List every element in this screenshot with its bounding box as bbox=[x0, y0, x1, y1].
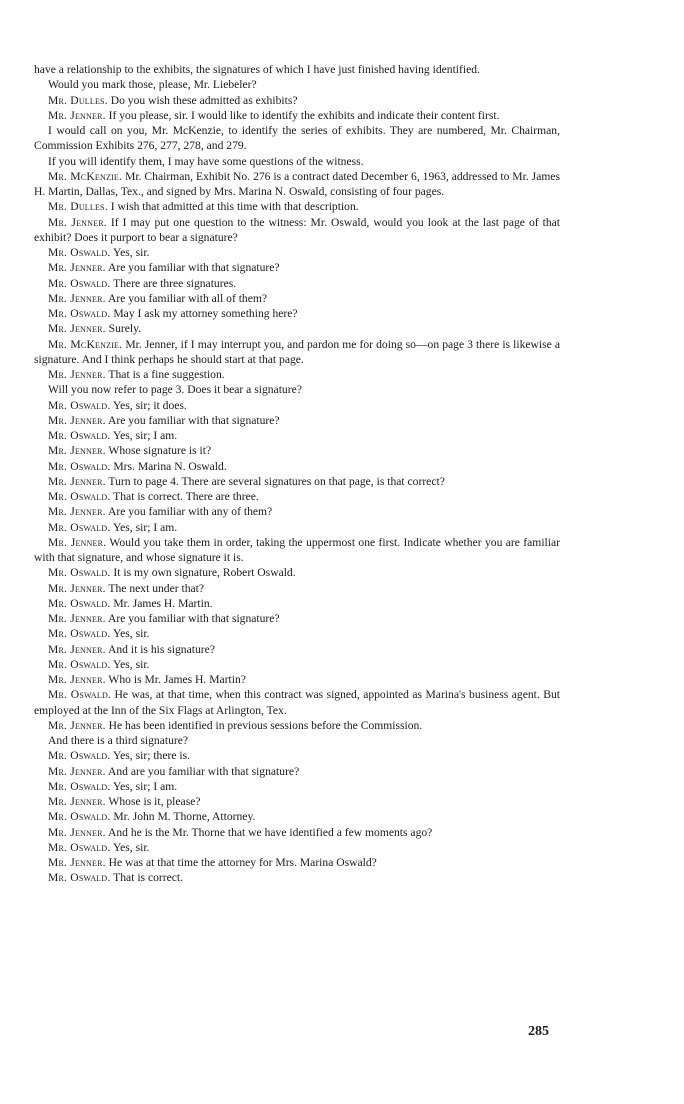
speech-text: Yes, sir. bbox=[112, 840, 150, 854]
speech-text: Yes, sir; I am. bbox=[112, 520, 178, 534]
speaker-name: Mr. Oswald. bbox=[48, 657, 111, 671]
transcript-exchange bbox=[34, 443, 560, 458]
speech-text: Whose signature is it? bbox=[108, 444, 212, 458]
transcript-paragraph bbox=[34, 733, 560, 748]
speech-text: Who is Mr. James H. Martin? bbox=[108, 673, 246, 686]
transcript-exchange bbox=[34, 794, 560, 809]
transcript-exchange bbox=[34, 504, 560, 519]
transcript-exchange bbox=[34, 489, 560, 504]
transcript-exchange bbox=[34, 398, 560, 413]
transcript-paragraph bbox=[34, 77, 560, 92]
speaker-name: Mr. Jenner. bbox=[48, 322, 106, 336]
transcript-exchange bbox=[34, 93, 560, 108]
speech-text: He was at that time the attorney for Mrs. Marina Oswald? bbox=[108, 856, 377, 869]
speech-text: If you will identify them, I may have some questions of the witness. bbox=[48, 154, 364, 168]
speech-text: And he is the Mr. Thorne that we have identified a few moments ago? bbox=[107, 825, 433, 839]
speaker-name: Mr. Oswald. bbox=[48, 246, 111, 259]
speaker-name: Mr. Jenner. bbox=[48, 856, 106, 869]
transcript-exchange bbox=[34, 428, 560, 443]
transcript-exchange bbox=[34, 321, 560, 336]
speaker-name: Mr. McKenzie. bbox=[48, 169, 123, 183]
speaker-name: Mr. Jenner. bbox=[48, 535, 107, 549]
speaker-name: Mr. Jenner. bbox=[48, 673, 106, 686]
speaker-name: Mr. Oswald. bbox=[48, 307, 111, 320]
speech-text: Do you wish these admitted as exhibits? bbox=[110, 93, 298, 107]
speaker-name: Mr. Oswald. bbox=[48, 398, 111, 412]
speaker-name: Mr. Jenner. bbox=[48, 718, 106, 732]
speaker-name: Mr. Jenner. bbox=[48, 474, 106, 488]
transcript-exchange bbox=[34, 657, 560, 672]
transcript-exchange bbox=[34, 748, 560, 763]
speech-text: Will you now refer to page 3. Does it bear a signature? bbox=[48, 383, 302, 397]
transcript-exchange bbox=[34, 199, 560, 214]
transcript-exchange bbox=[34, 260, 560, 275]
speaker-name: Mr. Jenner. bbox=[48, 795, 106, 808]
transcript-exchange bbox=[34, 474, 560, 489]
speaker-name: Mr. Jenner. bbox=[48, 764, 106, 778]
speaker-name: Mr. Oswald. bbox=[48, 459, 111, 473]
speaker-name: Mr. McKenzie. bbox=[48, 337, 123, 351]
transcript-exchange bbox=[34, 215, 560, 246]
speech-text: Mr. John M. Thorne, Attorney. bbox=[113, 810, 256, 824]
transcript-exchange bbox=[34, 779, 560, 794]
speech-text: That is correct. bbox=[113, 871, 184, 885]
speech-text: That is a fine suggestion. bbox=[108, 368, 225, 381]
speech-text: Yes, sir; I am. bbox=[112, 429, 178, 442]
speaker-name: Mr. Jenner. bbox=[48, 413, 106, 427]
speech-text: May I ask my attorney something here? bbox=[113, 307, 298, 320]
speaker-name: Mr. Oswald. bbox=[48, 429, 111, 442]
page-number: 285 bbox=[528, 1024, 549, 1039]
transcript-exchange bbox=[34, 337, 560, 368]
speaker-name: Mr. Dulles. bbox=[48, 93, 108, 107]
transcript-exchange bbox=[34, 840, 560, 855]
speech-text: Mr. Chairman, Exhibit No. 276 is a contract dated December 6, 1963, addressed to Mr. James H. Martin, Dallas, Tex., and signed by Mrs. Marina N. Oswald, consisting of four pages. bbox=[34, 169, 561, 198]
speech-text: Yes, sir; there is. bbox=[112, 749, 191, 763]
speech-text: Whose is it, please? bbox=[108, 795, 201, 808]
speaker-name: Mr. Jenner. bbox=[48, 444, 106, 458]
speech-text: Yes, sir. bbox=[112, 657, 150, 671]
speaker-name: Mr. Oswald. bbox=[48, 688, 112, 702]
speech-text: And are you familiar with that signature? bbox=[107, 764, 300, 778]
transcript-exchange bbox=[34, 459, 560, 474]
transcript-exchange bbox=[34, 108, 560, 123]
speaker-name: Mr. Jenner. bbox=[48, 108, 106, 122]
speaker-name: Mr. Oswald. bbox=[48, 840, 111, 854]
speaker-name: Mr. Oswald. bbox=[48, 276, 111, 290]
speech-text: Are you familiar with that signature? bbox=[107, 261, 280, 275]
transcript-exchange bbox=[34, 596, 560, 611]
speaker-name: Mr. Oswald. bbox=[48, 596, 111, 610]
transcript-exchange bbox=[34, 718, 560, 733]
speech-text: He has been identified in previous sessions before the Commission. bbox=[108, 718, 423, 732]
speaker-name: Mr. Oswald. bbox=[48, 566, 111, 580]
speech-text: Are you familiar with any of them? bbox=[107, 505, 273, 519]
transcript-exchange bbox=[34, 245, 560, 260]
speaker-name: Mr. Jenner. bbox=[48, 825, 106, 839]
transcript-exchange bbox=[34, 291, 560, 306]
speaker-name: Mr. Oswald. bbox=[48, 627, 111, 641]
transcript-exchange bbox=[34, 276, 560, 291]
speaker-name: Mr. Oswald. bbox=[48, 779, 111, 793]
speech-text: Mrs. Marina N. Oswald. bbox=[113, 459, 227, 473]
speech-text: He was, at that time, when this contract was signed, appointed as Marina's business agent. But employed at the Inn of the Six Flags at Arlington, Tex. bbox=[34, 688, 560, 717]
speaker-name: Mr. Jenner. bbox=[48, 505, 106, 519]
speech-text: Yes, sir. bbox=[112, 246, 150, 259]
speaker-name: Mr. Jenner. bbox=[48, 612, 106, 625]
transcript-exchange bbox=[34, 413, 560, 428]
transcript-exchange bbox=[34, 672, 560, 687]
speaker-name: Mr. Jenner. bbox=[48, 642, 106, 656]
speech-text: Would you mark those, please, Mr. Liebeler? bbox=[48, 78, 257, 92]
speaker-name: Mr. Jenner. bbox=[48, 291, 106, 305]
speech-text: Are you familiar with all of them? bbox=[107, 291, 268, 305]
speaker-name: Mr. Oswald. bbox=[48, 490, 111, 503]
transcript-exchange bbox=[34, 825, 560, 840]
transcript-exchange bbox=[34, 306, 560, 321]
transcript-exchange bbox=[34, 626, 560, 641]
speech-text: Yes, sir; it does. bbox=[112, 398, 187, 412]
transcript-exchange bbox=[34, 855, 560, 870]
speech-text: If you please, sir. I would like to identify the exhibits and indicate their content first. bbox=[108, 108, 500, 122]
transcript-exchange bbox=[34, 611, 560, 626]
transcript-exchange bbox=[34, 870, 560, 885]
transcript-exchange bbox=[34, 520, 560, 535]
speech-text: And there is a third signature? bbox=[48, 734, 189, 747]
transcript-body bbox=[34, 62, 560, 886]
speech-text: Yes, sir. bbox=[112, 627, 150, 641]
speaker-name: Mr. Jenner. bbox=[48, 215, 107, 229]
speech-text: Surely. bbox=[108, 322, 142, 336]
speaker-name: Mr. Jenner. bbox=[48, 581, 106, 595]
speech-text: I would call on you, Mr. McKenzie, to identify the series of exhibits. They are numbered, Mr. Chairman, Commission Exhibits 276, 277, 278, and 279. bbox=[34, 124, 560, 153]
speech-text: Yes, sir; I am. bbox=[112, 779, 178, 793]
transcript-exchange bbox=[34, 535, 560, 566]
speech-text: Mr. James H. Martin. bbox=[113, 596, 213, 610]
speech-text: The next under that? bbox=[108, 581, 205, 595]
transcript-exchange bbox=[34, 687, 560, 718]
speech-text: And it is his signature? bbox=[107, 642, 215, 656]
speaker-name: Mr. Oswald. bbox=[48, 871, 111, 885]
speaker-name: Mr. Dulles. bbox=[48, 200, 108, 214]
transcript-exchange bbox=[34, 642, 560, 657]
speaker-name: Mr. Oswald. bbox=[48, 520, 111, 534]
speech-text: Are you familiar with that signature? bbox=[107, 413, 280, 427]
speaker-name: Mr. Oswald. bbox=[48, 749, 111, 763]
transcript-exchange bbox=[34, 367, 560, 382]
speaker-name: Mr. Jenner. bbox=[48, 368, 106, 381]
speaker-name: Mr. Oswald. bbox=[48, 810, 111, 824]
speech-text: Would you take them in order, taking the uppermost one first. Indicate whether you are familiar with that signature, and whose signature it is. bbox=[34, 535, 560, 564]
speech-text: There are three signatures. bbox=[113, 276, 237, 290]
transcript-exchange bbox=[34, 764, 560, 779]
transcript-exchange bbox=[34, 581, 560, 596]
transcript-paragraph bbox=[34, 382, 560, 397]
speech-text: If I may put one question to the witness: Mr. Oswald, would you look at the last page of that exhibit? Does it purport to bear a signature? bbox=[34, 215, 560, 244]
transcript-paragraph bbox=[34, 154, 560, 169]
transcript-exchange bbox=[34, 565, 560, 580]
transcript-exchange bbox=[34, 169, 560, 200]
speech-text: Are you familiar with that signature? bbox=[107, 612, 280, 625]
speech-text: Mr. Jenner, if I may interrupt you, and pardon me for doing so—on page 3 there is likewise a signature. And I think perhaps he should start at that page. bbox=[34, 337, 560, 366]
speech-text: It is my own signature, Robert Oswald. bbox=[113, 566, 296, 580]
speaker-name: Mr. Jenner. bbox=[48, 261, 106, 275]
transcript-paragraph bbox=[34, 62, 560, 77]
speech-text: Turn to page 4. There are several signatures on that page, is that correct? bbox=[108, 474, 445, 488]
transcript-paragraph bbox=[34, 123, 560, 154]
speech-text: have a relationship to the exhibits, the signatures of which I have just finished having identified. bbox=[34, 63, 480, 76]
speech-text: That is correct. There are three. bbox=[113, 490, 259, 503]
speech-text: I wish that admitted at this time with that description. bbox=[110, 200, 359, 214]
transcript-exchange bbox=[34, 809, 560, 824]
